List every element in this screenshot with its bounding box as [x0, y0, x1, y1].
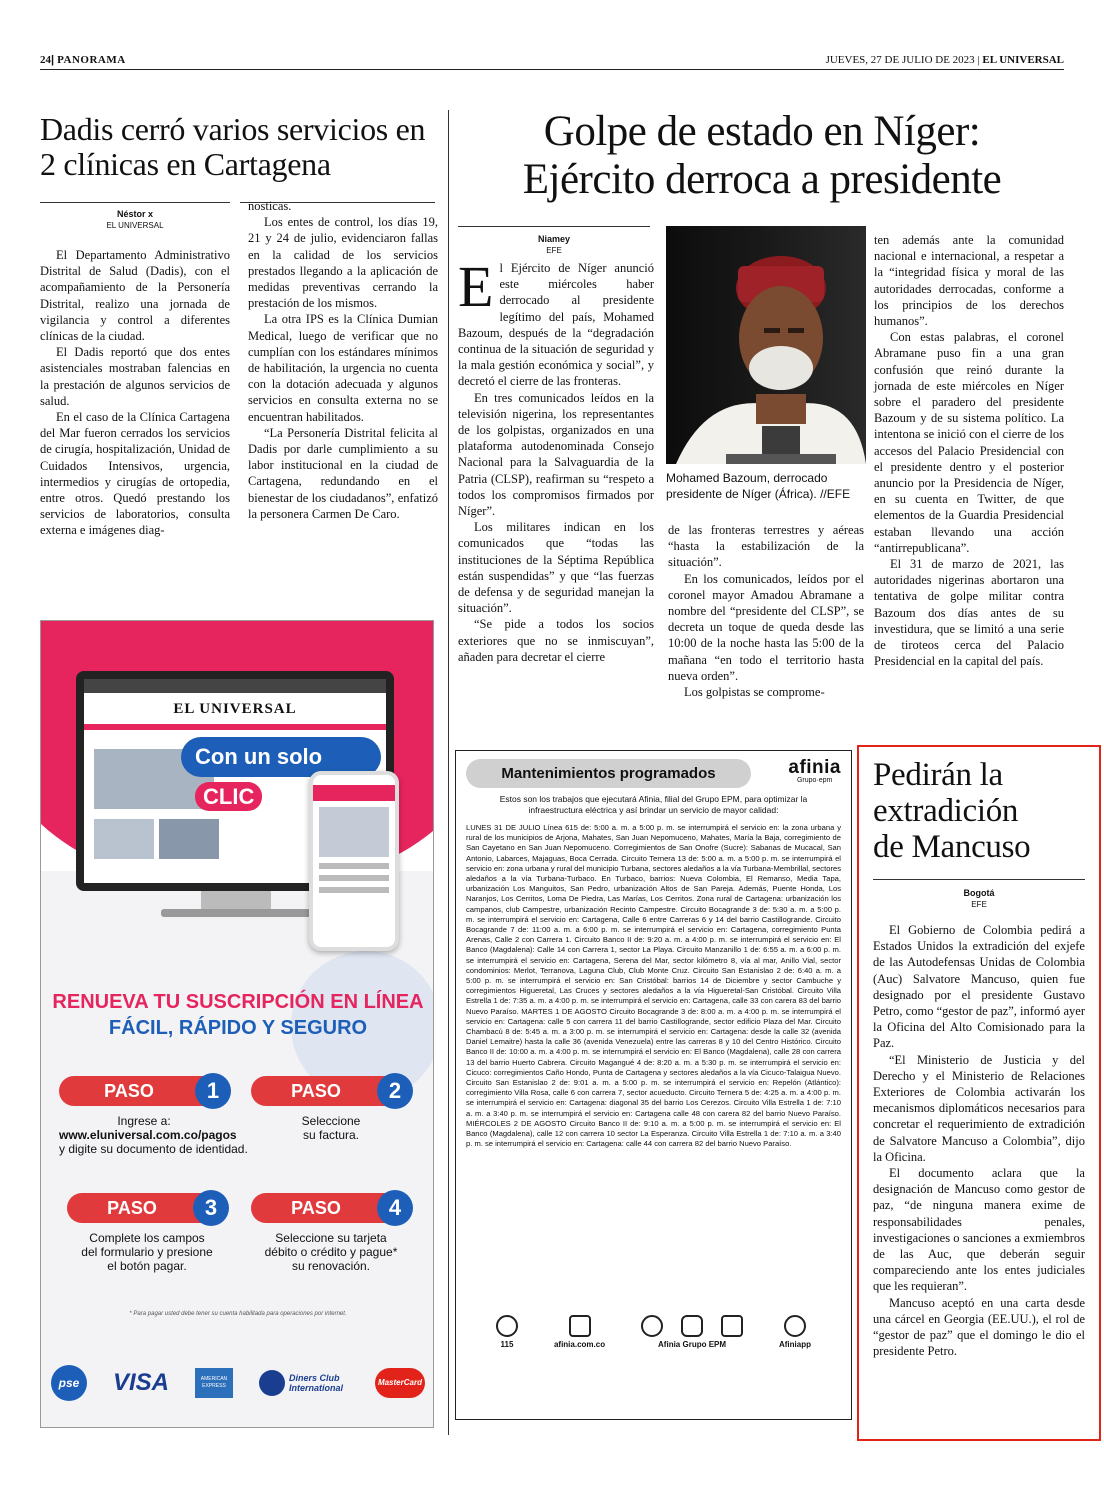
column-divider: [448, 110, 449, 1435]
niger-paragraph: Los golpistas se comprome-: [684, 685, 825, 700]
niger-paragraph: ten además ante la comunidad nacional e internacional, a respetar a la “integridad física y moral de las autoridades derrocadas, conforme a los principios de los derechos humanos”.: [874, 233, 1064, 329]
payment-logos: [51, 1363, 425, 1403]
ad-footnote: * Para pagar usted debe tener su cuenta habilitada para operaciones por internet.: [129, 1311, 347, 1317]
dadis-paragraph: El Departamento Administrativo Distrital de Salud (Dadis), con el acompañamiento de la Personería Distrital, realizo una jornada de vigilancia y control a diferentes clínicas de la ciudad.: [40, 248, 230, 344]
niger-paragraph: Con estas palabras, el coronel Abramane puso fin a una gran confusión que reinó durante la jornada de este miércoles en Níger sobre el paradero del presidente Bazoum y de su sistema político. La intentona se inició con el cierre de los accesos del Palacio Presidencial con el presidente dentro y el posterior anuncio por la Presidencia de Níger, en su cuenta en Twitter, de que elementos de la Guardia Presidencial estaban llevando una acción “antirrepublicana”.: [874, 330, 1064, 555]
mancuso-paragraph: El documento aclara que la designación de Mancuso como gestor de paz, “de ninguna manera exime de responsabilidades penales, investigaciones o sanciones a exmiembros de las Auc, que deberán seguir compareciendo ante los entes judiciales que les requieran”.: [873, 1166, 1085, 1294]
niger-paragraph: En los comunicados, leídos por el coronel mayor Amadou Abramane a nombre del “presidente del CLSP”, se decreta un toque de queda desde las 10:00 de la noche hasta las 5:00 de la mañana “en todo el territorio hasta nueva orden”.: [668, 571, 864, 683]
step-4: PASO 4 Seleccione su tarjeta débito o crédito y pague* su renovación.: [251, 1193, 411, 1273]
dadis-paragraph: La otra IPS es la Clínica Dumian Medical, luego de verificar que no cumplían con los estándares mínimos de habilitación, la urgencia no cuenta con la dotación adecuada y algunos servicios en consulta externa no se encuentran habilitados.: [248, 312, 438, 424]
mancuso-source: EFE: [971, 900, 987, 909]
dadis-source: EL UNIVERSAL: [106, 221, 164, 230]
afinia-contacts: 115 afinia.com.co Afinia Grupo EPM Afiniapp: [466, 1315, 841, 1349]
mancuso-body: [873, 922, 1085, 1359]
dadis-title: Dadis cerró varios servicios en 2 clínicas en Cartagena: [40, 111, 426, 182]
niger-paragraph: El Ejército de Níger anunció este miércoles haber derrocado al presidente legítimo del país, Mohamed Bazoum, después de la “degradación continua de la situación de seguridad y la mala gestión económica y social”, y decretó el cierre de las fronteras.: [458, 254, 654, 389]
step-2: PASO 2 Seleccione su factura.: [251, 1076, 411, 1142]
browser-logo: EL UNIVERSAL: [173, 701, 297, 717]
section-name: PANORAMA: [57, 54, 126, 66]
dadis-paragraph: Los entes de control, los días 19, 21 y 24 de julio, evidenciaron fallas en la calidad de los servicios prestados llegando a la aplicación de medidas preventivas cerrando la prestación de los mismos.: [248, 215, 438, 311]
niger-col3: [874, 232, 1064, 669]
page-header: 24| PANORAMA JUEVES, 27 DE JULIO DE 2023 | EL UNIVERSAL: [40, 54, 1064, 70]
web-icon: [569, 1315, 591, 1337]
bazoum-photo: [666, 226, 866, 464]
afinia-intro: Estos son los trabajos que ejecutará Afinia, filial del Grupo EPM, para optimizar la infraestructura eléctrica y así brindar un servicio de mayor calidad:: [499, 794, 808, 815]
niger-col1: [458, 254, 654, 665]
mancuso-place: Bogotá: [963, 888, 995, 898]
step-3: PASO 3 Complete los campos del formulario y presione el botón pagar.: [67, 1193, 227, 1273]
mancuso-article: [857, 745, 1101, 1441]
dadis-col1: [40, 247, 230, 539]
niger-paragraph: El 31 de marzo de 2021, las autoridades nigerinas abortaron una tentativa de golpe militar contra Bazoum dos días antes de su investidura, que se limitó a una serie de tiroteos cerca del Palacio Presidencial en la capital del país.: [874, 557, 1064, 669]
dadis-col2: [248, 198, 438, 522]
niger-paragraph: Los militares indican en los comunicados que “todas las instituciones de la Séptima República están suspendidas” y que “las fuerzas de defensa y de seguridad manejan la situación”.: [458, 520, 654, 616]
subscription-ad[interactable]: [40, 620, 434, 1428]
paper-name: EL UNIVERSAL: [982, 54, 1064, 66]
diners-logo: Diners Club International: [259, 1370, 349, 1396]
afinia-logo: afinia: [788, 756, 841, 778]
issue-date: JUEVES, 27 DE JULIO DE 2023: [825, 54, 975, 66]
niger-source: EFE: [546, 246, 562, 255]
phone-mockup: [309, 771, 399, 951]
dadis-paragraph: El Dadis reportó que dos entes asistenciales mostraban falencias en la prestación de algunos servicios de salud.: [40, 345, 230, 408]
drop-cap: E: [458, 254, 494, 319]
mancuso-paragraph: “El Ministerio de Justicia y del Derecho y el Ministerio de Relaciones Exteriores de Colombia activarán los mecanismos diplomáticos necesarios para concretar el requerimiento de extradición de Salvatore Mancuso a Colombia”, dijo la Oficina.: [873, 1052, 1085, 1164]
niger-paragraph: “Se pide a todos los socios exteriores que no se inmiscuyan”, añaden para decretar el cierre: [458, 617, 654, 664]
dadis-paragraph: En el caso de la Clínica Cartagena del Mar fueron cerrados los servicios de cirugía, hospitalización, Unidad de Cuidados Intensivos, urgencia, intermedios y cirugías de ortopedia, entre otros. Quedó prestando los servicios de laboratorios, consulta externa e imágenes diag-: [40, 410, 230, 538]
niger-paragraph: de las fronteras terrestres y aéreas “hasta la estabilización de la situación”.: [668, 523, 864, 570]
mancuso-paragraph: El Gobierno de Colombia pedirá a Estados Unidos la extradición del exjefe de las Autodefensas Unidas de Colombia (Auc) Salvatore Mancuso, quien fue designado por el presidente Gustavo Petro, como “gestor de paz”, informó ayer la Oficina del Alto Comisionado para la Paz.: [873, 923, 1085, 1051]
page-number: 24: [40, 54, 51, 66]
mancuso-paragraph: Mancuso aceptó en una carta desde una cárcel en Georgia (EE.UU.), el rol de “gestor de paz” que el domingo le dio el presidente Petro.: [873, 1295, 1085, 1359]
step-1: PASO 1 Ingrese a: www.eluniversal.com.co/pagos y digite su documento de identidad.: [59, 1076, 229, 1156]
dadis-paragraph: “La Personería Distrital felicita al Dadis por darle cumplimiento a su labor institucional en la ciudad de Cartagena, redundando en el bienestar de los ciudadanos”, enfatizó la personera Carmen De Caro.: [248, 425, 438, 521]
pse-logo: pse: [51, 1365, 87, 1401]
dadis-paragraph: nosticas.: [248, 199, 292, 213]
twitter-icon: [641, 1315, 663, 1337]
mancuso-title: Pedirán la extradición de Mancuso: [873, 757, 1031, 865]
photo-caption: Mohamed Bazoum, derrocado presidente de Níger (África). //EFE: [666, 471, 851, 501]
niger-paragraph: En tres comunicados leídos en la televisión nigerina, los representantes de los golpistas, organizados en una plataforma autodenominada Consejo Nacional para la Salvaguardia de la Patria (CLSP), reafirman su “respeto a todos los compromisos firmados por Níger”.: [458, 390, 654, 519]
niger-col2: [668, 522, 864, 700]
dadis-article: [40, 112, 440, 617]
amex-logo: AMERICAN EXPRESS: [195, 1368, 233, 1398]
clic-word: CLIC: [195, 782, 262, 811]
app-icon: [784, 1315, 806, 1337]
facebook-icon: [721, 1315, 743, 1337]
instagram-icon: [681, 1315, 703, 1337]
one-click-banner: Con un solo CLIC: [181, 737, 381, 777]
renew-subheading: FÁCIL, RÁPIDO Y SEGURO: [108, 1017, 368, 1039]
niger-article: [458, 108, 1066, 728]
niger-place: Niamey: [537, 234, 571, 244]
afinia-schedule: LUNES 31 DE JULIO Línea 615 de: 5:00 a. m. a 5:00 p. m. se interrumpirá el servicio en: la zona urbana y rural de los municipios de Arjona, Mahates, San Juan Nepomuceno, Mahates, María la Baja, corregimiento de San Cayetano en San Juan Nepomuceno. Corregimientos de San Onofre (Sucre): Sabanas de Mucacal, San Antonio, Labarces, Majaguas, Boca Cerrada. Circuito Ternera 13 de: 5:00 a. m. a 5:00 p. m. se interrumpirá el servicio en: zona urbana y rural del municipio Turbana, sectores aledaños a la vía Turbana-Membrillal, sectores aledaños a la vía Turbana-Turbaco. En Turbaco, barrios: Nueva Colombia, El Remanso, Media Tapa, urbanización Los Manguitos, San Pedro, urbanización Altos de San Pareja. Además, Puente Honda, Los Naranjos, Los Cerritos, Loma De Piedra, Las Marías, Los Cerritos. Zona rural de Cartagena: urbanización los campanos, club Campestre, urbanización Recinto Campestre. Circuito Bocagrande 3 de: 5:30 a. m. a 5:00 p. m. se interrumpirá el servicio en: Cartagena, Calle 6 entre Carreras 6 y 14 del barrio Castillogrande. Circuito Bocagrande 7 de: 11:00 a. m. a 6:00 p. m. se interrumpirá el servicio en: Cartagena, corregimiento Punta Arenas, Calle 2 con Carrera 1. Circuito Banco II de: 9:20 a. m. a 4:00 p. m. se interrumpirá el servicio en: El Banco (Magdalena): Calle 14 con Carrera 1, sector La Playa. Circuito Manzanillo 1 de: 6:55 a. m. a 6:00 p. m. se interrumpirá el servicio en: Cartagena, Serena del Mar, sector kilómetro 8, vía al mar, Anillo Vial, sector condominios: Merlot, Terranova, Laguna Club, Club Monte Cruz. Circuito San Estanislao 2 de: 6:40 a. m. a 5:00 p. m. se interrumpirá el servicio en: San Cristóbal: barrios 14 de Diciembre y sector Cambuche y corregimientos Higueretal, Las Cruces y sectores aledaños a la vía Higueretal-San Cristóbal. Circuito Villa Estrella 1 de: 7:35 a. m. a 4:00 p. m. se interrumpirá el servicio en: Cartagena, calle 33 con carera 83 del barrio Nuevo Paraíso. MARTES 1 DE AGOSTO Circuito Bocagrande 3 de: 8:00 a. m. a 4:00 p. m. se interrumpirá el servicio en: Cartagena: calle 5 con carrera 11 del barrio Castillogrande, sector edificio Plaza del Mar. Circuito Chambacú 8 de: 5:45 a. m. a 3:00 p. m. se interrumpirá el servicio en: Cartagena: desde la calle 32 (avenida Daniel Lemaitre) hasta la calle 36 (avenida Venezuela) entre las carreras 8 y 10 del Centro Histórico. Circuito Banco II de: 10:00 a. m. a 4:00 p. m. se interrumpirá el servicio en: El Banco (Magdalena), calle 28 con carrera 13 del barrio Huerto Cabrera. Circuito Magangué 4 de: 8:20 a. m. a 5:30 p. m. se interrumpirá el servicio en: Cicuco: corregimientos Caño Hondo, Punta de Cartagena y sectores aledaños a la vía Cicuco-Talaigua Nuevo. Circuito San Estanislao 2 de: 9:01 a. m. a 5:00 p. m. se interrumpirá el servicio en: Repelón (Atlántico): corregimiento Villa Rosa, calle 6 con carrera 7, sector acueducto. Circuito Ternera 5 de: 4:25 a. m. a 4:00 p. m. se interrumpirá el servicio en: Cartagena: diagonal 35 del barrio Los Cerezos. Circuito Villa Estrella 1 de: 7:10 a. m. a 3:40 p. m. se interrumpirá el servicio en: Cartagena calle 48 con carera 82 del barrio Nuevo Paraíso. MIÉRCOLES 2 DE AGOSTO Circuito Banco II de: 9:10 a. m. a 5:00 p. m. se interrumpirá el servicio en: El Banco (Magdalena), calle 12 con carrera 10 sector La Esperanza. Circuito Villa Estrella 1 de: 7:10 a. m. a 3:40 p. m. se interrumpirá el servicio en: Cartagena: calle 44 con carrera 82 del barrio Nuevo Paraíso.: [466, 823, 841, 1149]
phone-icon: [496, 1315, 518, 1337]
afinia-ad: Mantenimientos programados afinia Grupo·epm Estos son los trabajos que ejecutará Afinia, filial del Grupo EPM, para optimizar la infraestructura eléctrica y así brindar un servicio de mayor calidad: LUNES 31 DE JULIO Línea 615 de: 5:00 a. m. a 5:00 p. m. se interrumpirá el servicio en: la zona urbana y rural de los municipios de Arjona, Mahates, San Juan Nepomuceno, Mahates, María la Baja, corregimiento de San Cayetano en San Juan Nepomuceno. Corregimientos de San Onofre (Sucre): Sabanas de Mucacal, San Antonio, Labarces, Majaguas, Boca Cerrada. Circuito Ternera 13 de: 5:00 a. m. a 5:00 p. m. se interrumpirá el servicio en: zona urbana y rural del municipio Turbana, sectores aledaños a la vía Turbana-Membrillal, sectores aledaños a la vía Turbana-Turbaco. En Turbaco, barrios: Nueva Colombia, El Remanso, Media Tapa, urbanización Los Manguitos, San Pedro, urbanización Altos de San Pareja. Además, Puente Honda, Los Naranjos, Los Cerritos, Loma De Piedra, Las Marías, Los Cerritos. Zona rural de Cartagena: urbanización los campanos, club Campestre, urbanización Recinto Campestre. Circuito Bocagrande 3 de: 5:30 a. m. a 5:00 p. m. se interrumpirá el servicio en: Cartagena, Calle 6 entre Carreras 6 y 14 del barrio Castillogrande. Circuito Bocagrande 7 de: 11:00 a. m. a 6:00 p. m. se interrumpirá el servicio en: Cartagena, corregimiento Punta Arenas, Calle 2 con Carrera 1. Circuito Banco II de: 9:20 a. m. a 4:00 p. m. se interrumpirá el servicio en: El Banco (Magdalena): Calle 14 con Carrera 1, sector La Playa. Circuito Manzanillo 1 de: 6:55 a. m. a 6:00 p. m. se interrumpirá el servicio en: Cartagena, Serena del Mar, sector kilómetro 8, vía al mar, Anillo Vial, sector condominios: Merlot, Terranova, Laguna Club, Club Monte Cruz. Circuito San Estanislao 2 de: 6:40 a. m. a 5:00 p. m. se interrumpirá el servicio en: San Cristóbal: barrios 14 de Diciembre y sector Cambuche y corregimientos Higueretal, Las Cruces y sectores aledaños a la vía Higueretal-San Cristóbal. Circuito Villa Estrella 1 de: 7:35 a. m. a 4:00 p. m. se interrumpirá el servicio en: Cartagena, calle 33 con carera 83 del barrio Nuevo Paraíso. MARTES 1 DE AGOSTO Circuito Bocagrande 3 de: 8:00 a. m. a 4:00 p. m. se interrumpirá el servicio en: Cartagena: calle 5 con carrera 11 del barrio Castillogrande, sector edificio Plaza del Mar. Circuito Chambacú 8 de: 5:45 a. m. a 3:00 p. m. se interrumpirá el servicio en: Cartagena: desde la calle 32 (avenida Daniel Lemaitre) hasta la calle 36 (avenida Venezuela) entre las carreras 8 y 10 del Centro Histórico. Circuito Banco II de: 10:00 a. m. a 4:00 p. m. se interrumpirá el servicio en: El Banco (Magdalena), calle 28 con carrera 13 del barrio Huerto Cabrera. Circuito Magangué 4 de: 8:20 a. m. a 5:30 p. m. se interrumpirá el servicio en: Cicuco: corregimientos Caño Hondo, Punta de Cartagena y sectores aledaños a la vía Cicuco-Talaigua Nuevo. Circuito San Estanislao 2 de: 9:01 a. m. a 5:00 p. m. se interrumpirá el servicio en: Repelón (Atlántico): corregimiento Villa Rosa, calle 6 con carrera 7, sector acueducto. Circuito Ternera 5 de: 4:25 a. m. a 4:00 p. m. se interrumpirá el servicio en: Cartagena: diagonal 35 del barrio Los Cerezos. Circuito Villa Estrella 1 de: 7:10 a. m. a 3:40 p. m. se interrumpirá el servicio en: Cartagena calle 48 con carera 82 del barrio Nuevo Paraíso. MIÉRCOLES 2 DE AGOSTO Circuito Banco II de: 9:10 a. m. a 5:00 p. m. se interrumpirá el servicio en: El Banco (Magdalena), calle 12 con carrera 10 sector La Esperanza. Circuito Villa Estrella 1 de: 7:10 a. m. a 3:40 p. m. se interrumpirá el servicio en: Cartagena: calle 44 con carrera 82 del barrio Nuevo Paraíso. 115 afinia.com.co Afinia Grupo EPM Afiniapp: [455, 750, 852, 1420]
mastercard-logo: MasterCard: [375, 1368, 425, 1398]
renew-heading: RENUEVA TU SUSCRIPCIÓN EN LÍNEA: [52, 991, 424, 1013]
visa-logo: VISA: [112, 1369, 169, 1396]
afinia-title: Mantenimientos programados: [466, 759, 751, 788]
niger-title: Golpe de estado en Níger: Ejército derroca a presidente: [522, 108, 1002, 203]
dadis-author: Néstor x: [116, 209, 153, 219]
